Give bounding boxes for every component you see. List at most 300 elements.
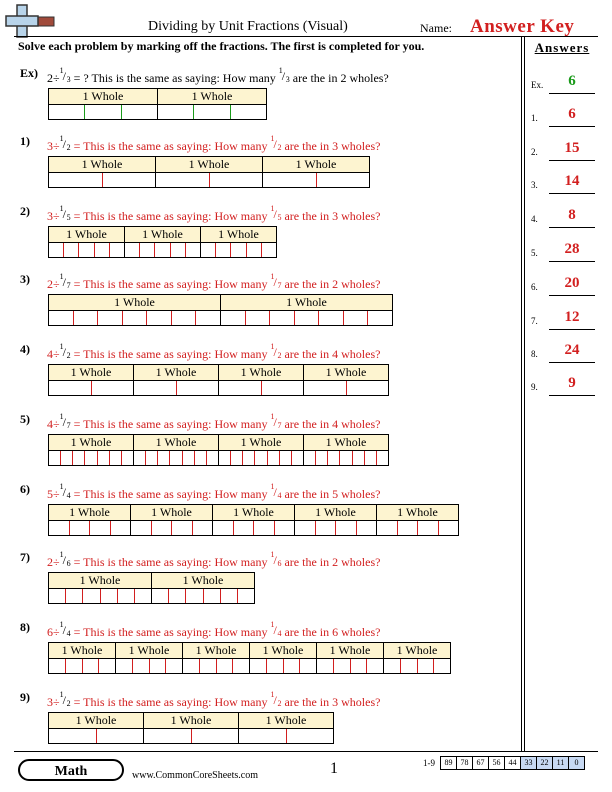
fraction-part [111, 521, 131, 535]
answer-row [531, 107, 597, 127]
fraction-denominator: 5 [277, 213, 282, 222]
name-label: Name: [420, 21, 452, 35]
fraction-part [316, 451, 328, 465]
unit-fraction [270, 204, 282, 222]
worksheet-title: Dividing by Unit Fractions (Visual) [148, 19, 348, 34]
fraction-slash: / [273, 693, 277, 707]
site-url: www.CommonCoreSheets.com [132, 770, 259, 781]
fraction-part [79, 243, 94, 257]
equation-lead: = [70, 695, 84, 709]
fraction-numerator: 1 [59, 134, 64, 143]
fraction-part [83, 589, 100, 603]
unit-fraction [278, 66, 290, 84]
problem-number: 5) [20, 412, 30, 426]
equation-text: This is the same as saying: How many [83, 555, 271, 569]
fraction-part [275, 521, 295, 535]
unit-fraction [270, 342, 282, 360]
whole-parts [250, 659, 316, 673]
fraction-part [344, 311, 369, 325]
whole-parts [49, 243, 124, 257]
fraction-part [97, 729, 144, 743]
equation-lead: = [70, 277, 84, 291]
whole-parts [221, 311, 392, 325]
unit-fraction [59, 690, 71, 708]
answer-value: 15 [564, 140, 580, 156]
problem-equation [47, 690, 381, 710]
answer-line [549, 329, 595, 330]
fraction-numerator: 1 [270, 204, 275, 213]
equation-lead: = [70, 139, 84, 153]
whole-box [262, 156, 370, 188]
whole-box [48, 294, 221, 326]
divide-sign: ÷ [53, 209, 60, 223]
answer-row [531, 376, 597, 396]
fraction-part [207, 451, 218, 465]
whole-label: 1 Whole [49, 89, 157, 105]
unit-fraction [270, 620, 282, 638]
whole-parts [263, 173, 369, 187]
equation-lead: = [70, 347, 84, 361]
whole-parts [49, 381, 133, 395]
unit-fraction [59, 66, 71, 84]
fraction-slash: / [62, 485, 66, 499]
answer-number: Ex. [531, 80, 544, 90]
divide-sign: ÷ [53, 695, 60, 709]
fraction-bar [48, 434, 388, 466]
fraction-part [73, 451, 85, 465]
whole-label: 1 Whole [250, 643, 316, 659]
fraction-denominator: 2 [66, 351, 71, 360]
fraction-bar [48, 504, 458, 536]
answer-value: 12 [564, 309, 580, 325]
fraction-part [201, 243, 216, 257]
fraction-denominator: 3 [285, 75, 290, 84]
whole-label: 1 Whole [49, 365, 133, 381]
unit-fraction [59, 204, 71, 222]
whole-parts [152, 589, 254, 603]
problem-equation [47, 342, 381, 362]
fraction-slash: / [281, 69, 286, 83]
fraction-part [134, 381, 177, 395]
whole-box [200, 226, 277, 258]
fraction-part [116, 659, 133, 673]
whole-box [48, 642, 116, 674]
unit-fraction [270, 550, 282, 568]
fraction-part [186, 589, 203, 603]
whole-box [48, 504, 131, 536]
answer-line [549, 93, 595, 94]
fraction-denominator: 7 [277, 421, 282, 430]
problem-number: Ex) [20, 66, 38, 80]
whole-parts [219, 451, 303, 465]
whole-box [124, 226, 201, 258]
dividend: 5 [47, 487, 53, 501]
whole-label: 1 Whole [156, 157, 262, 173]
fraction-numerator: 1 [59, 690, 64, 699]
sidebar-divider-inner [524, 36, 525, 751]
fraction-part [351, 659, 368, 673]
fraction-part [280, 451, 292, 465]
unit-fraction [59, 482, 71, 500]
fraction-part [210, 173, 263, 187]
answer-value: 9 [568, 375, 576, 391]
fraction-part [133, 659, 150, 673]
fraction-numerator: 1 [270, 690, 275, 699]
whole-box [133, 364, 219, 396]
whole-label: 1 Whole [219, 365, 303, 381]
divide-sign: ÷ [53, 347, 60, 361]
fraction-denominator: 2 [66, 143, 71, 152]
problem-number: 4) [20, 342, 30, 356]
fraction-part [300, 659, 316, 673]
whole-box [218, 434, 304, 466]
fraction-part [246, 311, 271, 325]
whole-label: 1 Whole [384, 643, 450, 659]
fraction-part [49, 521, 70, 535]
whole-parts [49, 311, 220, 325]
answer-number: 7. [531, 316, 538, 326]
fraction-slash: / [273, 345, 277, 359]
score-cell: 44 [504, 756, 521, 770]
fraction-part [193, 521, 213, 535]
fraction-part [217, 659, 234, 673]
fraction-part [254, 521, 275, 535]
answer-number: 5. [531, 248, 538, 258]
whole-label: 1 Whole [263, 157, 369, 173]
whole-parts [377, 521, 458, 535]
whole-parts [219, 381, 303, 395]
whole-label: 1 Whole [317, 643, 383, 659]
dividend: 6 [47, 625, 53, 639]
fraction-part [99, 659, 115, 673]
fraction-part [238, 589, 254, 603]
unit-fraction [270, 690, 282, 708]
whole-parts [158, 105, 266, 119]
whole-box [220, 294, 393, 326]
dividend: 2 [47, 555, 53, 569]
answer-number: 3. [531, 180, 538, 190]
fraction-slash: / [273, 623, 277, 637]
fraction-denominator: 6 [66, 559, 71, 568]
whole-label: 1 Whole [131, 505, 212, 521]
equation-lead: = [70, 417, 84, 431]
whole-box [48, 226, 125, 258]
answer-number: 6. [531, 282, 538, 292]
answer-row [531, 74, 597, 94]
fraction-bar [48, 642, 450, 674]
fraction-slash: / [62, 207, 66, 221]
fraction-numerator: 1 [270, 272, 275, 281]
fraction-denominator: 5 [66, 213, 71, 222]
fraction-slash: / [62, 137, 66, 151]
fraction-part [221, 311, 246, 325]
fraction-part [64, 243, 79, 257]
whole-parts [384, 659, 450, 673]
problem-number: 3) [20, 272, 30, 286]
fraction-part [336, 521, 357, 535]
fraction-slash: / [273, 485, 277, 499]
dividend: 3 [47, 209, 53, 223]
equation-text: This is the same as saying: How many [83, 695, 271, 709]
answer-line [549, 295, 595, 296]
fraction-part [262, 243, 276, 257]
equation-tail: are the in 4 wholes? [281, 347, 381, 361]
fraction-numerator: 1 [270, 342, 275, 351]
fraction-numerator: 1 [270, 412, 275, 421]
equation-lead: = [70, 625, 84, 639]
fraction-part [83, 659, 100, 673]
fraction-numerator: 1 [270, 482, 275, 491]
fraction-numerator: 1 [270, 550, 275, 559]
answer-row [531, 242, 597, 262]
fraction-part [200, 659, 217, 673]
answer-value: 24 [564, 342, 580, 358]
whole-parts [295, 521, 376, 535]
unit-fraction [59, 550, 71, 568]
answer-row [531, 174, 597, 194]
fraction-bar [48, 294, 392, 326]
problem-equation [47, 272, 381, 292]
fraction-part [186, 243, 200, 257]
divide-sign: ÷ [53, 277, 60, 291]
fraction-part [243, 451, 255, 465]
fraction-part [118, 589, 135, 603]
fraction-numerator: 1 [278, 66, 283, 75]
fraction-numerator: 1 [59, 482, 64, 491]
whole-label: 1 Whole [49, 505, 130, 521]
divide-sign: ÷ [53, 487, 60, 501]
fraction-part [196, 311, 220, 325]
equation-text: This is the same as saying: How many [83, 139, 271, 153]
answer-line [549, 395, 595, 396]
fraction-slash: / [62, 415, 66, 429]
fraction-denominator: 7 [277, 281, 282, 290]
fraction-part [353, 451, 365, 465]
fraction-part [49, 451, 61, 465]
fraction-part [357, 521, 377, 535]
whole-box [48, 434, 134, 466]
whole-box [376, 504, 459, 536]
equation-tail: are the in 5 wholes? [281, 487, 381, 501]
fraction-part [103, 173, 156, 187]
fraction-slash: / [273, 553, 277, 567]
fraction-denominator: 4 [277, 629, 282, 638]
whole-label: 1 Whole [134, 435, 218, 451]
equation-tail: are the in 2 wholes? [289, 71, 389, 85]
fraction-part [85, 451, 97, 465]
fraction-part [144, 729, 192, 743]
fraction-part [295, 311, 320, 325]
fraction-part [216, 243, 231, 257]
fraction-bar [48, 226, 276, 258]
fraction-part [377, 521, 398, 535]
equation-tail: are the in 2 wholes? [281, 277, 381, 291]
fraction-part [295, 521, 316, 535]
fraction-part [66, 589, 83, 603]
fraction-numerator: 1 [59, 66, 64, 75]
equation-text: This is the same as saying: How many [91, 71, 279, 85]
fraction-numerator: 1 [59, 412, 64, 421]
dividend: 2 [47, 277, 53, 291]
dividend: 3 [47, 139, 53, 153]
unit-fraction [59, 342, 71, 360]
whole-box [218, 364, 304, 396]
fraction-part [347, 381, 389, 395]
fraction-part [219, 451, 231, 465]
problem-equation [47, 620, 381, 640]
whole-box [157, 88, 267, 120]
fraction-part [316, 521, 337, 535]
equation-tail: are the in 4 wholes? [281, 417, 381, 431]
fraction-denominator: 7 [66, 421, 71, 430]
fraction-part [166, 659, 182, 673]
answer-row [531, 310, 597, 330]
whole-label: 1 Whole [213, 505, 294, 521]
fraction-slash: / [273, 137, 277, 151]
score-cell: 33 [520, 756, 537, 770]
fraction-denominator: 4 [66, 629, 71, 638]
unit-fraction [59, 412, 71, 430]
fraction-bar [48, 156, 369, 188]
fraction-part [304, 451, 316, 465]
answer-number: 8. [531, 349, 538, 359]
page-number: 1 [330, 760, 338, 777]
fraction-part [439, 521, 459, 535]
fraction-denominator: 6 [277, 559, 282, 568]
fraction-part [123, 311, 148, 325]
fraction-part [219, 381, 262, 395]
fraction-slash: / [62, 553, 66, 567]
fraction-part [284, 659, 301, 673]
fraction-part [183, 659, 200, 673]
whole-box [48, 572, 152, 604]
score-cell: 11 [552, 756, 569, 770]
whole-label: 1 Whole [49, 295, 220, 311]
answer-row [531, 208, 597, 228]
whole-parts [49, 589, 151, 603]
fraction-part [221, 589, 238, 603]
whole-label: 1 Whole [49, 435, 133, 451]
equation-tail: are the in 3 wholes? [281, 139, 381, 153]
whole-parts [49, 173, 155, 187]
fraction-part [398, 521, 419, 535]
equation-lead: = [70, 555, 84, 569]
fraction-part [66, 659, 83, 673]
whole-box [48, 712, 144, 744]
fraction-part [171, 243, 186, 257]
answer-value: 20 [564, 275, 580, 291]
answer-value: 8 [568, 207, 576, 223]
fraction-part [49, 173, 103, 187]
score-table [441, 756, 585, 770]
score-cell: 56 [488, 756, 505, 770]
dividend: 4 [47, 417, 53, 431]
unit-fraction [59, 620, 71, 638]
fraction-part [434, 659, 450, 673]
fraction-part [169, 589, 186, 603]
score-cell: 67 [472, 756, 489, 770]
fraction-part [49, 589, 66, 603]
answer-line [549, 261, 595, 262]
answers-title: Answers [534, 40, 590, 55]
fraction-numerator: 1 [59, 342, 64, 351]
fraction-part [365, 451, 377, 465]
dividend: 3 [47, 695, 53, 709]
fraction-part [231, 105, 266, 119]
equation-text: This is the same as saying: How many [83, 277, 271, 291]
whole-label: 1 Whole [183, 643, 249, 659]
fraction-numerator: 1 [59, 620, 64, 629]
equation-lead: = [70, 209, 84, 223]
whole-label: 1 Whole [49, 643, 115, 659]
whole-parts [201, 243, 276, 257]
equation-tail: are the in 2 wholes? [281, 555, 381, 569]
answer-line [549, 160, 595, 161]
whole-label: 1 Whole [219, 435, 303, 451]
fraction-part [195, 451, 207, 465]
fraction-part [268, 451, 280, 465]
fraction-slash: / [273, 275, 277, 289]
whole-parts [49, 105, 157, 119]
answer-number: 4. [531, 214, 538, 224]
dividend: 2 [47, 71, 53, 85]
instructions: Solve each problem by marking off the fractions. The first is completed for you. [18, 39, 425, 53]
fraction-part [234, 521, 255, 535]
fraction-part [122, 105, 157, 119]
problem-equation [47, 412, 381, 432]
problem-number: 8) [20, 620, 30, 634]
fraction-part [183, 451, 195, 465]
fraction-part [292, 451, 303, 465]
fraction-part [49, 243, 64, 257]
whole-label: 1 Whole [49, 227, 124, 243]
fraction-denominator: 2 [277, 699, 282, 708]
answer-row [531, 343, 597, 363]
fraction-part [49, 105, 85, 119]
fraction-slash: / [273, 207, 277, 221]
equation-text: This is the same as saying: How many [83, 625, 271, 639]
whole-label: 1 Whole [201, 227, 276, 243]
sidebar-divider [521, 36, 522, 751]
fraction-part [287, 729, 334, 743]
whole-parts [49, 521, 130, 535]
fraction-part [70, 521, 91, 535]
equation-tail: are the in 3 wholes? [281, 695, 381, 709]
whole-label: 1 Whole [304, 435, 388, 451]
fraction-numerator: 1 [59, 550, 64, 559]
whole-parts [125, 243, 200, 257]
math-badge: Math [18, 759, 124, 781]
whole-label: 1 Whole [116, 643, 182, 659]
whole-label: 1 Whole [295, 505, 376, 521]
whole-label: 1 Whole [144, 713, 238, 729]
fraction-bar [48, 712, 333, 744]
fraction-part [98, 451, 110, 465]
unit-fraction [270, 412, 282, 430]
whole-box [212, 504, 295, 536]
whole-label: 1 Whole [221, 295, 392, 311]
answer-value: 6 [568, 73, 576, 89]
fraction-part [135, 589, 151, 603]
fraction-part [270, 311, 295, 325]
whole-label: 1 Whole [49, 573, 151, 589]
fraction-denominator: 2 [277, 351, 282, 360]
fraction-denominator: 2 [66, 699, 71, 708]
whole-parts [116, 659, 182, 673]
whole-parts [213, 521, 294, 535]
answer-number: 1. [531, 113, 538, 123]
problem-number: 1) [20, 134, 30, 148]
